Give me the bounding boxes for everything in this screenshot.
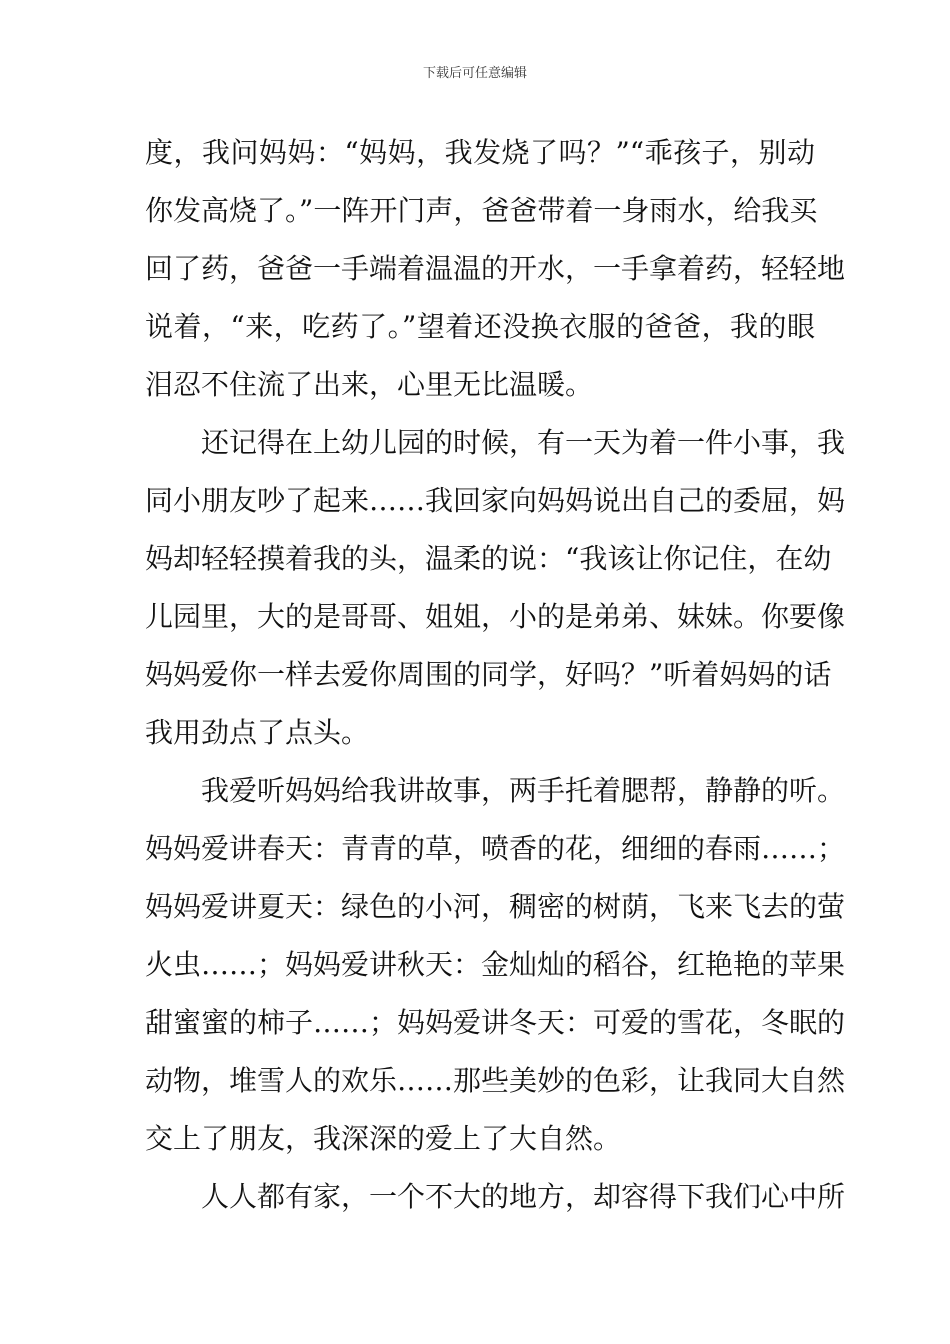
text-line: 还记得在上幼儿园的时候，有一天为着一件小事，我 xyxy=(201,426,846,459)
text-line: 甜蜜蜜的柿子……；妈妈爱讲冬天：可爱的雪花，冬眠的 xyxy=(145,1006,846,1039)
text-line: 我爱听妈妈给我讲故事，两手托着腮帮，静静的听。 xyxy=(201,774,846,807)
text-line: 我用劲点了点头。 xyxy=(145,716,370,749)
text-line: 妈妈爱讲春天：青青的草，喷香的花，细细的春雨……； xyxy=(145,832,846,865)
text-line: 回了药，爸爸一手端着温温的开水，一手拿着药，轻轻地 xyxy=(145,252,846,285)
text-line: 度，我问妈妈：“妈妈，我发烧了吗？”“乖孩子，别动 xyxy=(145,136,815,169)
text-line: 交上了朋友，我深深的爱上了大自然。 xyxy=(145,1122,622,1155)
text-line: 动物，堆雪人的欢乐……那些美妙的色彩，让我同大自然 xyxy=(145,1064,846,1097)
text-line: 火虫……；妈妈爱讲秋天：金灿灿的稻谷，红艳艳的苹果 xyxy=(145,948,846,981)
text-line: 妈妈爱讲夏天：绿色的小河，稠密的树荫，飞来飞去的萤 xyxy=(145,890,846,923)
text-line: 泪忍不住流了出来，心里无比温暖。 xyxy=(145,368,594,401)
text-line: 你发高烧了。”一阵开门声，爸爸带着一身雨水，给我买 xyxy=(145,194,818,227)
page-header: 下载后可任意编辑 xyxy=(422,66,527,81)
text-line: 儿园里，大的是哥哥、姐姐，小的是弟弟、妹妹。你要像 xyxy=(145,600,846,633)
text-line: 人人都有家，一个不大的地方，却容得下我们心中所 xyxy=(201,1180,846,1213)
text-line: 妈却轻轻摸着我的头，温柔的说：“我该让你记住，在幼 xyxy=(145,542,832,575)
text-line: 同小朋友吵了起来……我回家向妈妈说出自己的委屈，妈 xyxy=(145,484,846,517)
body-text xyxy=(145,124,846,1226)
text-line: 妈妈爱你一样去爱你周围的同学，好吗？”听着妈妈的话 xyxy=(145,658,832,691)
text-line: 说着，“来，吃药了。”望着还没换衣服的爸爸，我的眼 xyxy=(145,310,815,343)
